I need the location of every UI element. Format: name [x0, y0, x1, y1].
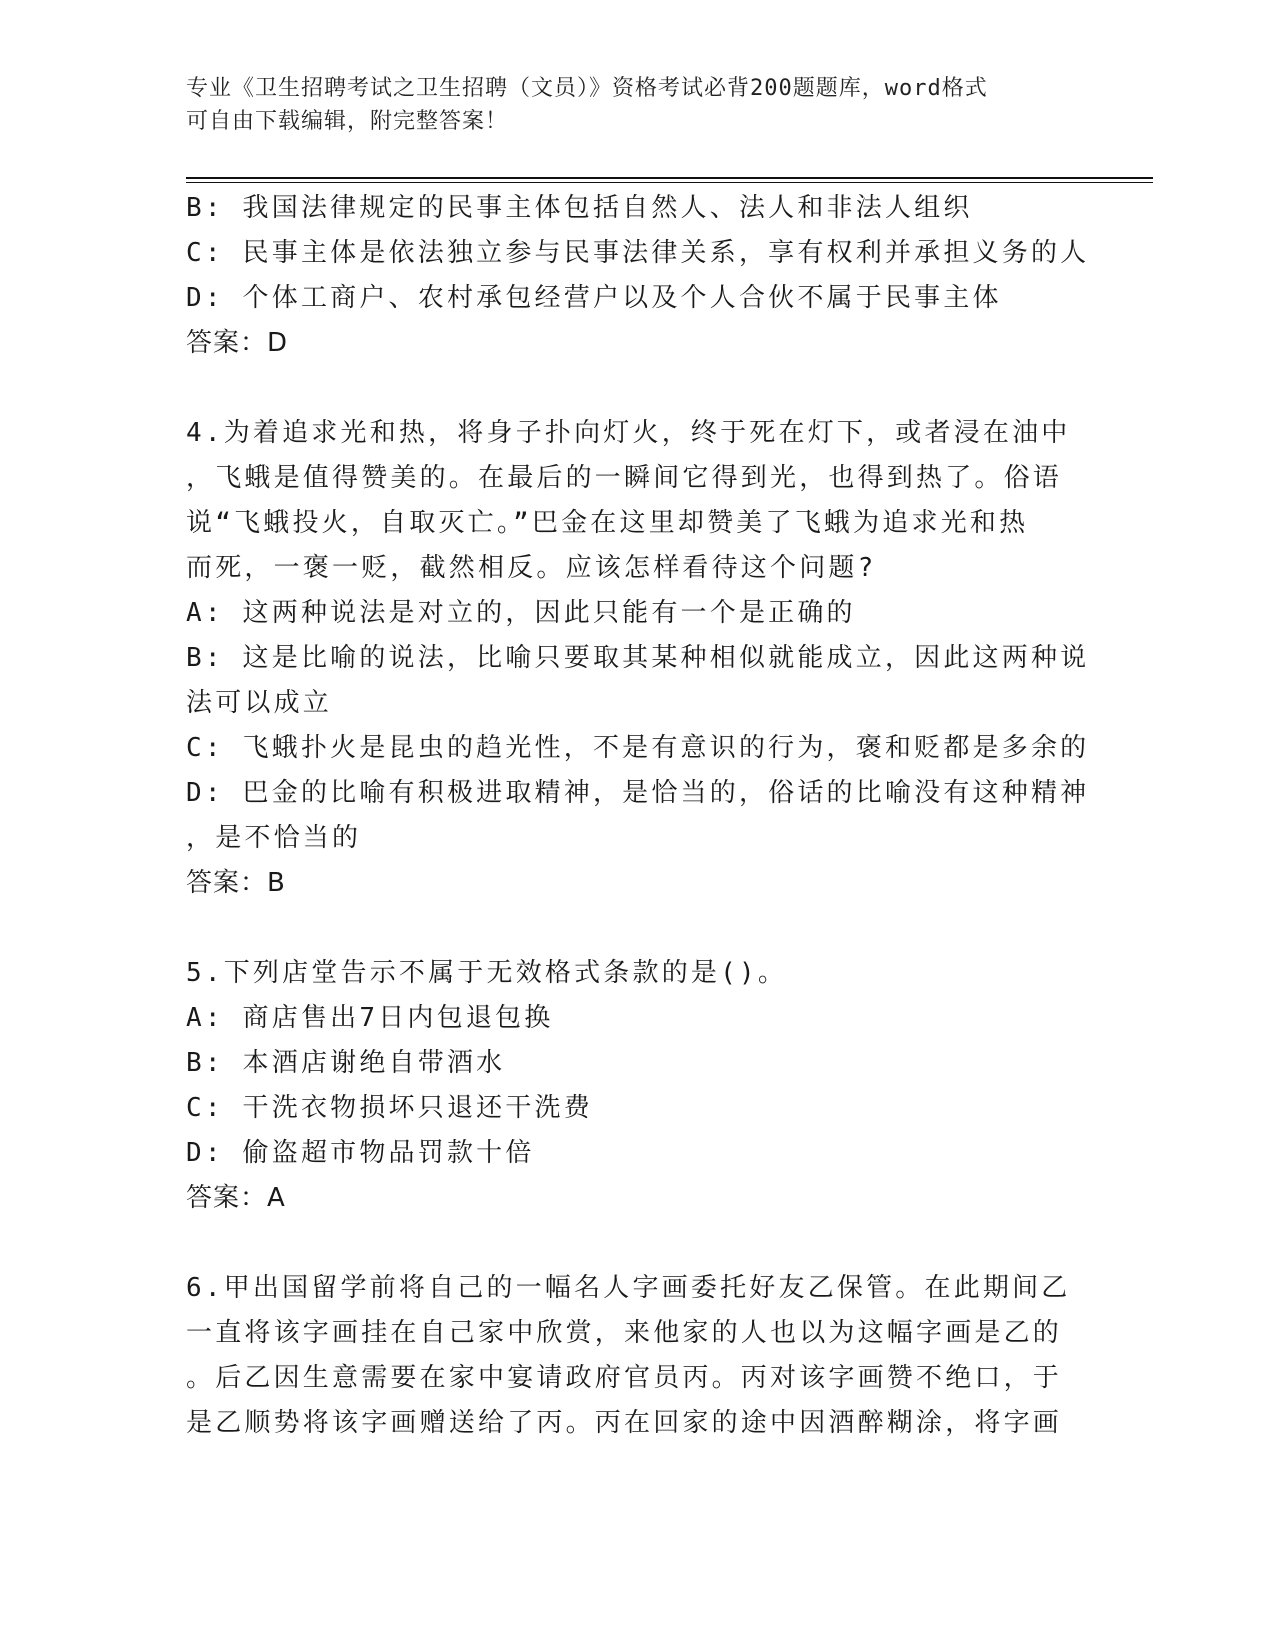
question-3: [186, 186, 1090, 366]
option-c: C: 飞蛾扑火是昆虫的趋光性，不是有意识的行为，褒和贬都是多余的: [186, 733, 1090, 763]
question-stem: 4.为着追求光和热，将身子扑向灯火，终于死在灯下，或者浸在油中: [186, 418, 1071, 448]
header-line-1: 专业《卫生招聘考试之卫生招聘（文员）》资格考试必背200题题库，word格式: [186, 76, 988, 101]
question-6: [186, 1266, 1071, 1446]
option-c: C: 民事主体是依法独立参与民事法律关系，享有权利并承担义务的人: [186, 238, 1090, 268]
document-body: [186, 186, 1090, 1446]
option-d: ，是不恰当的: [186, 823, 362, 853]
option-d: D: 偷盗超市物品罚款十倍: [186, 1138, 535, 1168]
spacer: [186, 366, 1066, 411]
question-stem: 一直将该字画挂在自己家中欣赏，来他家的人也以为这幅字画是乙的: [186, 1318, 1063, 1348]
header-rule-thick: [186, 177, 1153, 179]
spacer: [186, 1221, 1066, 1266]
question-stem: 6.甲出国留学前将自己的一幅名人字画委托好友乙保管。在此期间乙: [186, 1273, 1071, 1303]
spacer: [186, 906, 1066, 951]
answer-line: 答案：B: [186, 868, 286, 898]
option-b: 法可以成立: [186, 688, 333, 718]
question-5: [186, 951, 1066, 1221]
question-stem: 而死，一褒一贬，截然相反。应该怎样看待这个问题?: [186, 553, 877, 583]
question-stem: ，飞蛾是值得赞美的。在最后的一瞬间它得到光，也得到热了。俗语: [186, 463, 1063, 493]
header-line-2: 可自由下载编辑，附完整答案！: [186, 109, 509, 134]
option-a: A: 这两种说法是对立的，因此只能有一个是正确的: [186, 598, 856, 628]
option-d: D: 巴金的比喻有积极进取精神，是恰当的，俗话的比喻没有这种精神: [186, 778, 1090, 808]
option-b: B: 这是比喻的说法，比喻只要取其某种相似就能成立，因此这两种说: [186, 643, 1090, 673]
option-c: C: 干洗衣物损坏只退还干洗费: [186, 1093, 593, 1123]
option-d: D: 个体工商户、农村承包经营户以及个人合伙不属于民事主体: [186, 283, 1002, 313]
answer-line: 答案：A: [186, 1183, 286, 1213]
question-stem: 说“飞蛾投火，自取灭亡。”巴金在这里却赞美了飞蛾为追求光和热: [186, 508, 1029, 538]
header-rule-thin: [186, 182, 1153, 183]
question-stem: 是乙顺势将该字画赠送给了丙。丙在回家的途中因酒醉糊涂，将字画: [186, 1408, 1063, 1438]
question-4: [186, 411, 1090, 906]
option-b: B: 本酒店谢绝自带酒水: [186, 1048, 506, 1078]
question-stem: 。后乙因生意需要在家中宴请政府官员丙。丙对该字画赞不绝口，于: [186, 1363, 1063, 1393]
document-header: [186, 72, 1076, 138]
option-a: A: 商店售出7日内包退包换: [186, 1003, 554, 1033]
option-b: B: 我国法律规定的民事主体包括自然人、法人和非法人组织: [186, 193, 973, 223]
question-stem: 5.下列店堂告示不属于无效格式条款的是()。: [186, 958, 788, 988]
answer-line: 答案：D: [186, 328, 289, 358]
